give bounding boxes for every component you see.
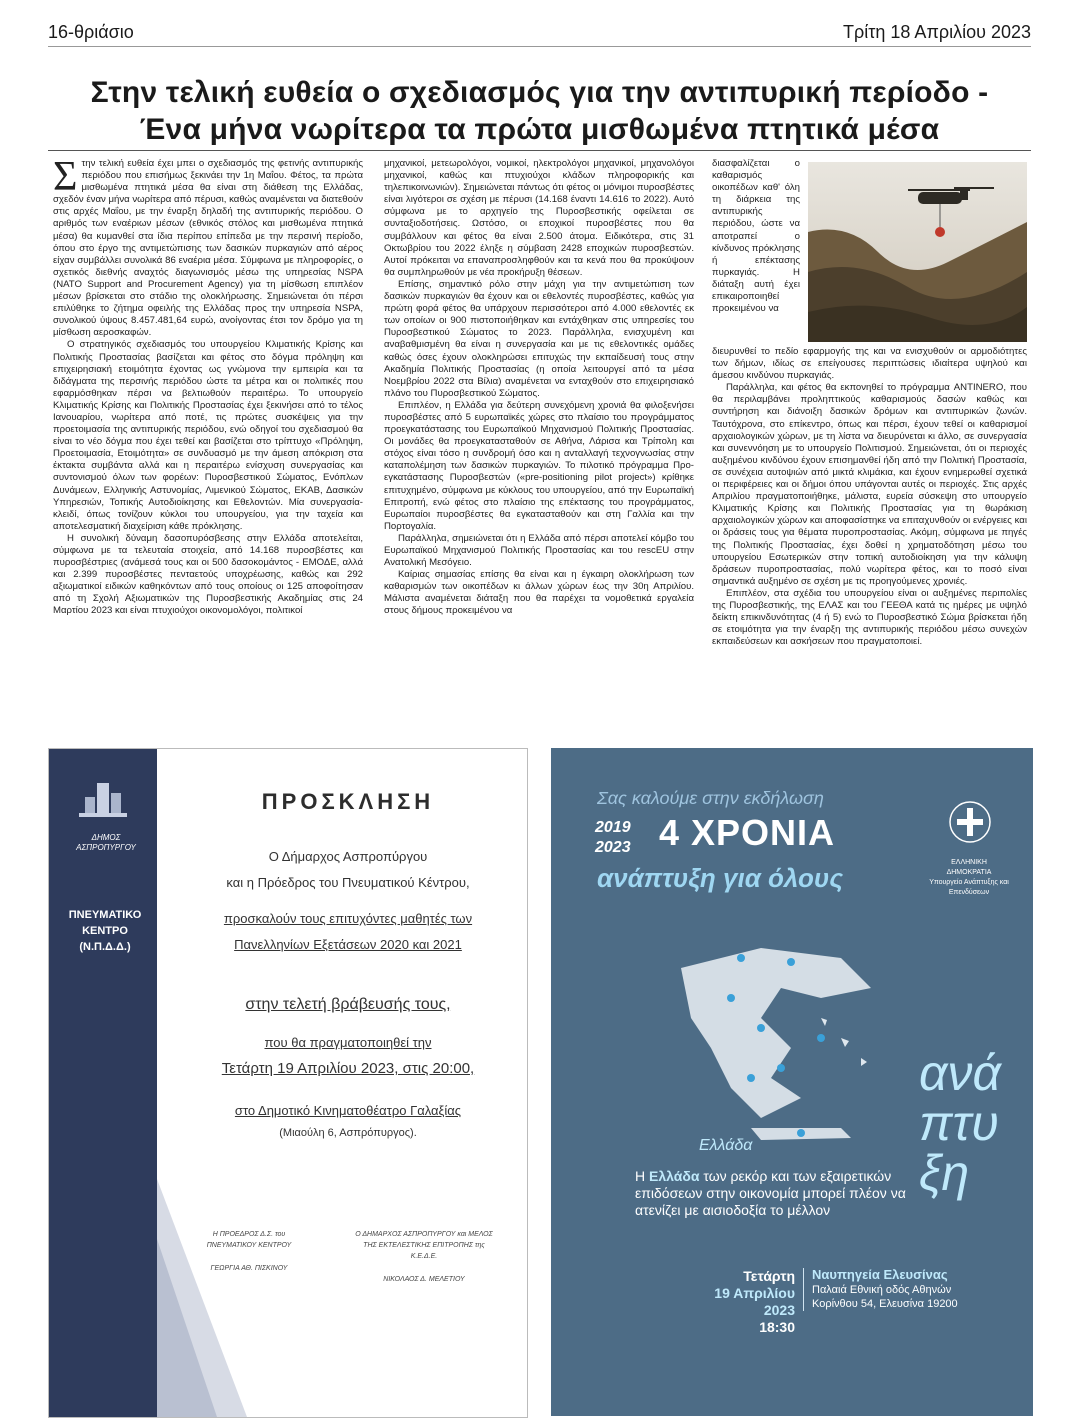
cultural-center-title: ΠΝΕΥΜΑΤΙΚΟ ΚΕΝΤΡΟ (Ν.Π.Δ.Δ.) [68, 909, 142, 953]
article-paragraph: Παράλληλα, και φέτος θα εκπονηθεί το πρόγραμμα ANTINERO, που θα περιλαμβάνει προληπτικούς καθαρισμούς δασών καθώς και συντήρηση και διάνοιξη δασικών δρόμων και αντιπυρικών ζωνών. Ταυτόχρονα, στο επίκεντρο, όπως και πέρσι, έχουν τεθεί οι καθαρισμοί αρχαιολογικών χώρων, με τη λίστα να διευρύνεται κι άλλο, σε συνεργασία και συνεννόηση με το υπουργείο Πολιτισμού. Σημειώνεται, ότι οι περιοχές αυξημένου κινδύνου έχουν επισημανθεί ήδη από την Πολιτική Προστασία, σε συνέχεια αυτοψιών από μικτά κλιμάκια, και έχουν ενημερωθεί σχετικά οι περιφέρειες και οι δήμοι όπου υπάγονται αυτές οι περιοχές. Στις αρχές Απριλίου πραγματοποιήθηκε, μάλιστα, ευρεία σύσκεψη στο υπουργείο Κλιματικής Κρίσης και Πολιτικής Προστασίας για τη θωράκιση αρχαιολογικών χώρων και αποφασίστηκε να επιταχυνθούν οι ενέργειες και οι δράσεις τους για θέματα πυροπροστασίας. Ακόμη, σύμφωνα με πηγές της Πολιτικής Προστασίας, έχει δοθεί η χρηματοδότηση μέσω του υπουργείου Εσωτερικών στην τοπική αυτοδιοίκηση για την κάλυψη δράσεων πυροπροστασίας, πολύ νωρίτερα φέτος, και το ποσό είναι σημαντικά αυξημένο σε σχέση με τις προηγούμενες χρονιές. [712, 382, 1027, 587]
article-column-3-top [712, 158, 800, 338]
article-column-2 [384, 158, 694, 736]
invitation-ad [48, 748, 528, 1418]
article-paragraph: Επιπλέον, στα σχέδια του υπουργείου είναι οι αυξημένες περιπολίες της Πυροσβεστικής, της ΕΛΑΣ και του ΓΕΕΘΑ κατά τις ημέρες με υψηλό δείκτη επικινδυνότητας (4 ή 5) ενώ το Πυροσβεστικό Σώμα βρίσκεται ήδη σε ετοιμότητα για την έναρξη της αντιπυρικής περιόδου μέσω συνεχών εκπαιδεύσεων και ασκήσεων που πραγματοποιεί. [712, 587, 1027, 648]
decorative-triangles [157, 1179, 257, 1417]
article-headline [48, 74, 1031, 148]
signature-1: Η ΠΡΟΕΔΡΟΣ Δ.Σ. του ΠΝΕΥΜΑΤΙΚΟΥ ΚΕΝΤΡΟΥ ΓΕΩΡΓΙΑ ΑΘ. ΠΙΣΚΙΝΟΥ [206, 1231, 292, 1272]
article-paragraph: μηχανικοί, μετεωρολόγοι, νομικοί, ηλεκτρολόγοι μηχανικοί, μηχανολόγοι μηχανικοί, καθώς και πτυχιούχοι κλάδων πληροφορικής και τηλεπικοινωνιών). Σημειώνεται πάντως ότι φέτος οι μόνιμοι πυροσβέστες είναι λιγότεροι σε σχέση με πέρυσι (14.168 έναντι 14.616 το 2022). Αυτό σύμφωνα με το αρχηγείο της Πυροσβεστικής οφείλεται σε συνταξιοδοτήσεις. Ωστόσο, οι εποχικοί πυροσβέστες που θα συμβάλλουν και φέτος θα είναι 2.500 άτομα. Ειδικότερα, στις 31 Οκτωβρίου του 2022 έληξε η σύμβαση 2428 εποχικών πυροσβεστών. Αυτοί πρόκειται να επαναπροσληφθούν και τα κενά που θα προκύψουν θα συμπληρωθούν με νέα προκήρυξη θέσεων. [384, 158, 694, 278]
headline-rule [48, 150, 1031, 151]
invitation-line: στην τελετή βράβευσής τους, [245, 996, 451, 1013]
invitation-line: Ο Δήμαρχος Ασπροπύργου [268, 849, 428, 864]
helicopter-photo-image [808, 162, 1027, 342]
article-paragraph: Παράλληλα, σημειώνεται ότι η Ελλάδα από πέρσι αποτελεί κόμβο του Ευρωπαϊκού Μηχανισμού Πολιτικής Προστασίας και του rescEU στην Ανατολική Μεσόγειο. [384, 532, 694, 569]
invitation-line: και η Πρόεδρος του Πνευματικού Κέντρου, [226, 875, 470, 890]
invitation-line: στο Δημοτικό Κινηματοθέατρο Γαλαξίας [234, 1103, 462, 1118]
ad-vertical-word: ανά πτυ ξη [919, 1045, 1002, 1201]
invitation-line: (Μιαούλη 6, Ασπρόπυργος). [279, 1127, 417, 1139]
headline-line-1: Στην τελική ευθεία ο σχεδιασμός για την αντιπυρική περίοδο - [90, 76, 989, 109]
ad-venue: Ναυπηγεία Ελευσίνας Παλαιά Εθνική οδός Αθηνών Κορίνθου 54, Ελευσίνα 19200 [803, 1268, 962, 1311]
invitation-title: ΠΡΟΣΚΛΗΣΗ [261, 789, 435, 814]
issue-date: Τρίτη 18 Απριλίου 2023 [843, 22, 1031, 42]
drop-cap: Σ [53, 158, 78, 200]
article-paragraph: Επίσης, σημαντικό ρόλο στην μάχη για την αντιμετώπιση των δασικών πυρκαγιών θα έχουν και οι εθελοντές πυροσβέστες, καθώς για πρώτη φορά φέτος θα υπάρχουν περισσότεροι από 4.000 εθελοντές εκ των οποίων οι 900 πιστοποιήθηκαν και εντάχθηκαν στις υπηρεσίες του Πυροσβεστικού Σώματος το 2023. Παράλληλα, ενισχυμένη και αναβαθμισμένη θα είναι η συνεργασία και με τις εθελοντικές ομάδες καθώς όσες έχουν ολοκληρώσει επιτυχώς την εκπαίδευσή τους στην Ακαδημία Πολιτικής Προστασίας (η οποία λειτουργεί από τα μέσα Νοεμβρίου 2022 στα Βίλια) αναμένεται να ενταχθούν στο επιχειρησιακό πλάνο του Πυροσβεστικού Σώματος. [384, 278, 694, 399]
article-column-1 [53, 158, 363, 736]
signature-2: Ο ΔΗΜΑΡΧΟΣ ΑΣΠΡΟΠΥΡΓΟΥ και ΜΕΛΟΣ ΤΗΣ ΕΚΤΕΛΕΣΤΙΚΗΣ ΕΠΙΤΡΟΠΗΣ της Κ.Ε.Δ.Ε. ΝΙΚΟΛΑΟΣ Δ. ΜΕΛΕΤΙΟΥ [355, 1231, 493, 1283]
ad-years: 2019 2023 [595, 819, 631, 856]
growth-event-ad [551, 748, 1033, 1416]
map-label: Ελλάδα [699, 1137, 753, 1154]
article-paragraph: διασφαλίζεται ο καθαρισμός οικοπέδων καθ' όλη τη διάρκεια της αντιπυρικής περιόδου, ώστε να αποτραπεί ο κίνδυνος πρόκλησης ή επέκτασης πυρκαγιάς. Η διάταξη αυτή έχει επικαιροποιηθεί προκειμένου να [712, 158, 800, 315]
page-header [48, 10, 1031, 47]
invitation-line: Τετάρτη 19 Απριλίου 2023, στις 20:00, [221, 1060, 475, 1077]
municipality-logo-text: ΔΗΜΟΣ ΑΣΠΡΟΠΥΡΓΟΥ [76, 833, 136, 852]
ad-big-title: 4 ΧΡΟΝΙΑ [659, 812, 836, 853]
ad-slogan: Η Ελλάδα των ρεκόρ και των εξαιρετικών επιδόσεων στην οικονομία μπορεί πλέον να ατενίζει με αισιοδοξία το μέλλον [635, 1168, 906, 1218]
firefighting-helicopter-photo [808, 162, 1027, 342]
page-number: 16-θριάσιο [48, 22, 134, 42]
article-paragraph: Στην τελική ευθεία έχει μπει ο σχεδιασμός της φετινής αντιπυρικής περιόδου που επισήμως ξεκινάει την 1η Μαΐου. Φέτος, τα πρώτα μισθωμένα πτητικά μέσα θα είναι στη διάθεση της Ελλάδας, σχεδόν έναν μήνα νωρίτερα από πέρυσι, καθώς αναμένεται να διατεθούν στις αρχές Μαΐου, με την έναρξη δηλαδή της αντιπυρικής περιόδου. Ο αριθμός των εναέριων μέσων (εθνικός στόλος και μισθωμένα πτητικά μέσα) θα κυμανθεί στα ίδια περίπου επίπεδα με την περσινή περίοδο, όπου στο έργο της αντιμετώπισης των δασικών πυρκαγιών από αέρος είχαν συμβάλλει συνολικά 86 εναέρια μέσα. Σύμφωνα με πληροφορίες, ο σχετικός διεθνής αναχτός διαγωνισμός μέσω της υπηρεσίας NSPA (NATO Support and Procurement Agency) για τη μίσθωση επιπλέον μέσων βρίσκεται στο στάδιο της ολοκλήρωσης. Σημειώνεται ότι πέρσι επιλύθηκε το ζήτημα οφειλής της Ελλάδας προς την υπηρεσία NSPA, συνολικού ύψους 8.457.481,64 ευρώ, ανοίγοντας έτσι τον δρόμο για τη μίσθωση αεροσκαφών. [53, 158, 363, 339]
municipality-logo-icon [73, 777, 133, 833]
greek-coat-of-arms-icon [947, 796, 993, 852]
article-paragraph: Καίριας σημασίας επίσης θα είναι και η έγκαιρη ολοκλήρωση των καθαρισμών των οικοπέδων κι άλλων χώρων έως την 30η Απριλίου. Μάλιστα αναμένεται διάταξη που θα παρέχει τα νομοθετικά εργαλεία στους δήμους προκειμένου να [384, 569, 694, 617]
ad-sidebar [49, 749, 157, 1417]
article-paragraph: Ο στρατηγικός σχεδιασμός του υπουργείου Κλιματικής Κρίσης και Πολιτικής Προστασίας βασίζεται και φέτος στο δόγμα πρόληψη και επιχειρησιακή ετοιμότητα έχοντας ως γνώμονα την εμπειρία και τα διδάγματα της περσινής περιόδου ώστε τα μέτρα και οι πολιτικές που εφαρμόσθηκαν πέρσι να βελτιωθούν περαιτέρω. Το υπουργείο Κλιματικής Κρίσης και Πολιτικής Προστασίας έχει ξεκινήσει από το τέλος Ιανουαρίου, νωρίτερα από ποτέ, τις πρώτες συσκέψεις για την προετοιμασία της αντιπυρικής περιόδου, ενώ οδηγοί του σχεδιασμού θα είναι το νέο δόγμα που έχει τεθεί και βασίζεται στο τρίπτυχο «Πρόληψη, Προετοιμασία, Ετοιμότητα» σε συνδυασμό με την άμεση απόκριση στα έκτακτα συμβάντα αλλά και η περαιτέρω ενίσχυση συνεργασίας και συντονισμού όλων των φορέων: Πυροσβεστικού Σώματος, Ενόπλων Δυνάμεων, Ελληνικής Αστυνομίας, Λιμενικού Σώματος, ΕΚΑΒ, Δασικών Υπηρεσιών, Τοπικής Αυτοδιοίκησης και Εθελοντών. Μία συνεργασία-κλειδί, όπως τονίζουν κύκλοι του υπουργείου, για την ταχεία και αποτελεσματική διαχείριση κάθε πρόκλησης. [53, 339, 363, 532]
article-column-3 [712, 346, 1027, 736]
ad-state-label: ΕΛΛΗΝΙΚΗ ΔΗΜΟΚΡΑΤΙΑ Υπουργείο Ανάπτυξης και Επενδύσεων [929, 859, 1009, 896]
article-paragraph: Η συνολική δύναμη δασοπυρόσβεσης στην Ελλάδα αποτελείται, σύμφωνα με τα τελευταία στοιχεία, από 14.168 πυροσβέστες και πυροσβέστριες (ανάμεσά τους και οι 500 δασοκομάντος - ΕΜΟΔΕ, αλλά και 2.399 πυροσβέστες πενταετούς υποχρέωσης, καθώς και 292 αξιωματικοί ειδικών καθηκόντων από τους οποίους οι 125 αποφοίτησαν από τη Σχολή Αξιωματικών της Πυροσβεστικής Ακαδημίας στις 24 Μαρτίου 2023 και είναι πτυχιούχοι οικονομολόγοι, πολιτικοί [53, 532, 363, 617]
article-paragraph: διευρυνθεί το πεδίο εφαρμογής της και να ενισχυθούν οι αρμοδιότητες των δήμων, ιδίως σε επείγουσες περιπτώσεις ιδιαίτερα υψηλού και άμεσου κινδύνου πυρκαγιάς. [712, 346, 1027, 382]
article-paragraph: Επιπλέον, η Ελλάδα για δεύτερη συνεχόμενη χρονιά θα φιλοξενήσει πυροσβέστες από 5 ευρωπαϊκές χώρες στο πλαίσιο του προγράμματος προεγκατάστασης του Ευρωπαϊκού Μηχανισμού Πολιτικής Προστασίας. Οι μονάδες θα προεγκατασταθούν σε Αθήνα, Λάρισα και Τρίπολη και στόχος είναι τόσο η συνδρομή όσο και η ανταλλαγή τεχνογνωσίας στην καταπολέμηση των δασικών πυρκαγιών. Το πιλοτικό πρόγραμμα Προ-εγκατάστασης Πυροσβεστών («pre-positioning pilot project») κρίθηκε επιτυχημένο, σύμφωνα με κύκλους του υπουργείου, από την Ευρωπαϊκή Επιτροπή, ενώ φέτος στο πλαίσιο της επέκτασης του προγράμματος, Ευρωπαίοι πυροσβέστες θα εγκατασταθούν και στη Γαλλία και την Πορτογαλία. [384, 399, 694, 532]
invitation-line: Πανελληνίων Εξετάσεων 2020 και 2021 [234, 937, 462, 952]
headline-line-2: Ένα μήνα νωρίτερα τα πρώτα μισθωμένα πτητικά μέσα [139, 113, 940, 146]
ad-event-datetime: Τετάρτη 19 Απριλίου 2023 18:30 [714, 1268, 795, 1335]
invitation-line: που θα πραγματοποιηθεί την [264, 1035, 432, 1050]
ad-invite-text: Σας καλούμε στην εκδήλωση [597, 788, 824, 808]
ad-growth-tagline: ανάπτυξη για όλους [597, 863, 844, 893]
invitation-line: προσκαλούν τους επιτυχόντες μαθητές των [223, 911, 473, 926]
greece-map [641, 928, 911, 1158]
